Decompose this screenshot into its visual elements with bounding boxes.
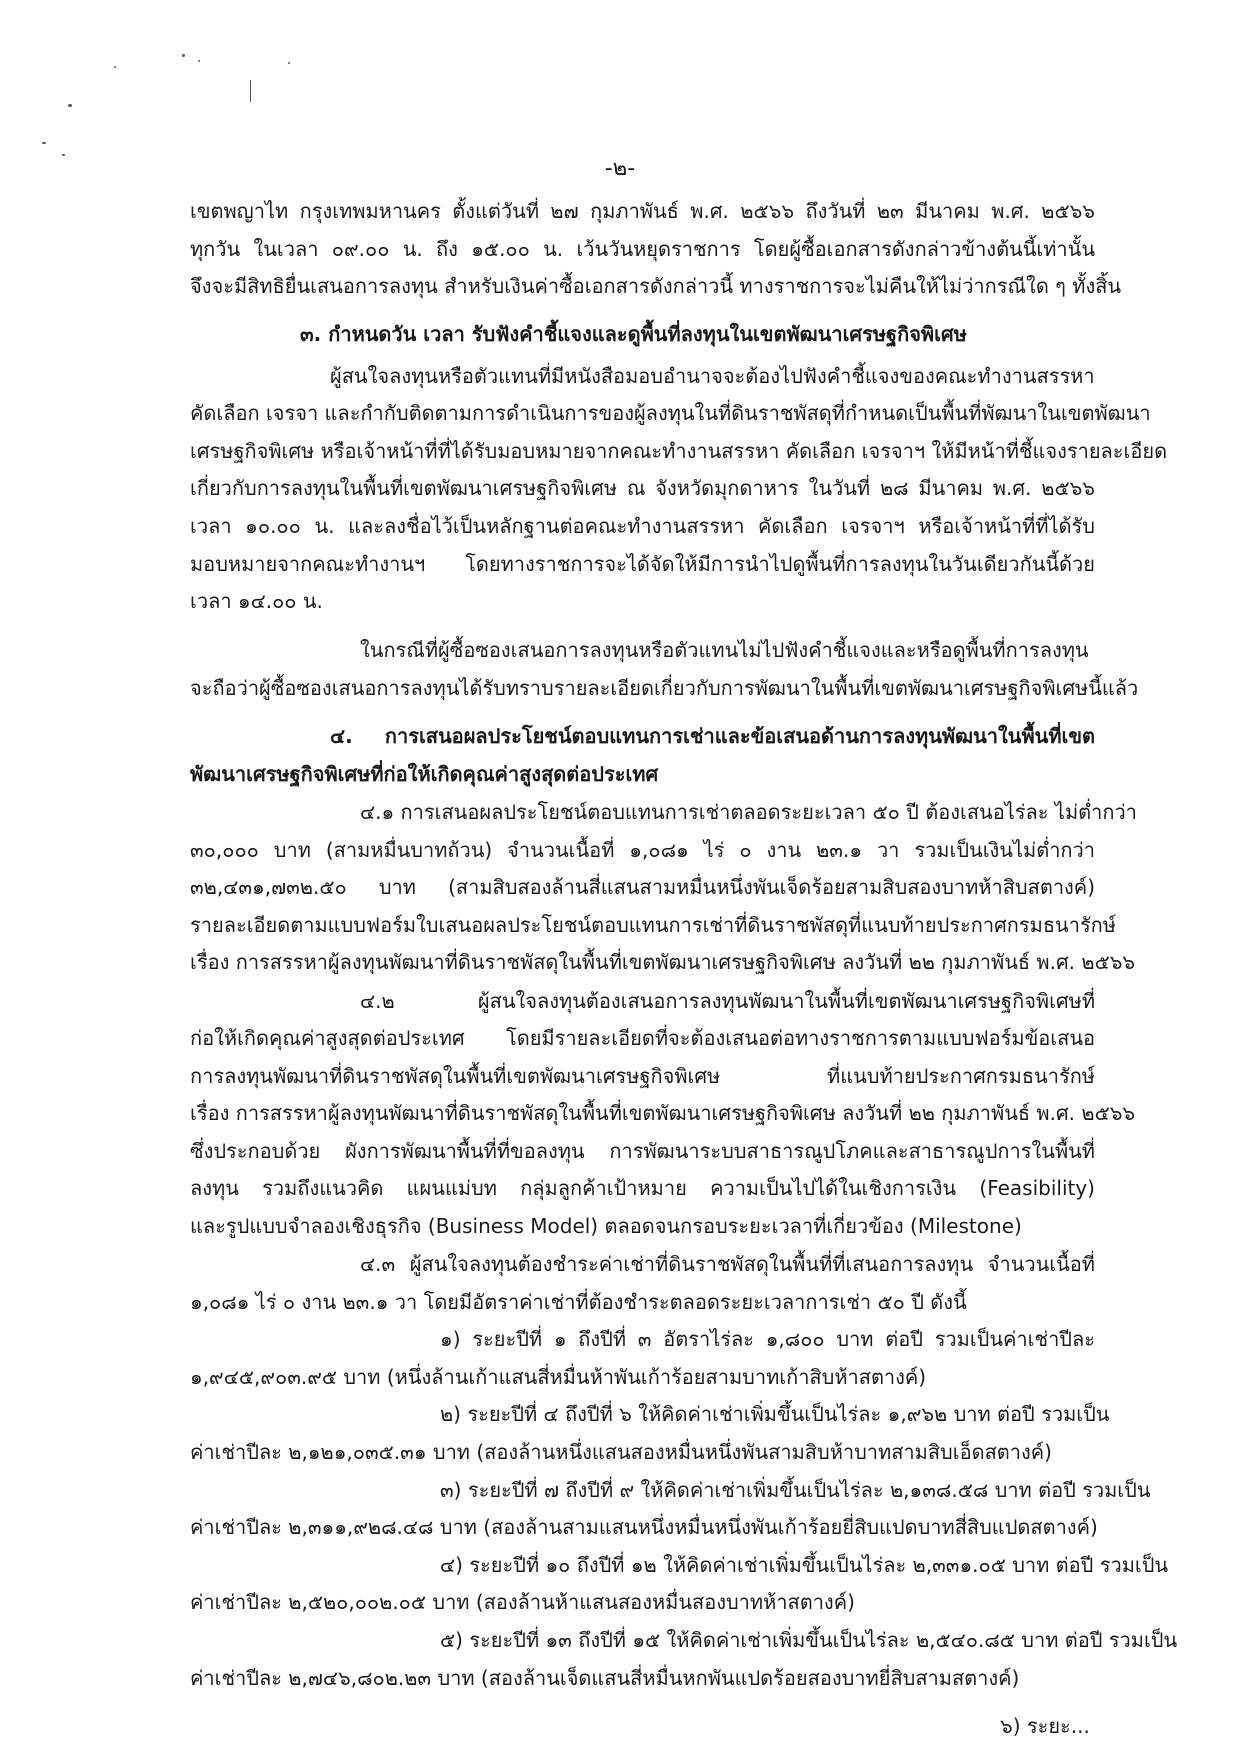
text-line: เรื่อง การสรรหาผู้ลงทุนพัฒนาที่ดินราชพัสดุในพื้นที่เขตพัฒนาเศรษฐกิจพิเศษ ลงวันที่ ๒๒ กุมภาพันธ์ พ.ศ. ๒๕๖๖ [190, 1101, 1136, 1125]
section-heading: ๓. กำหนดวัน เวลา รับฟังคำชี้แจงและดูพื้นที่ลงทุนในเขตพัฒนาเศรษฐกิจพิเศษ [300, 322, 967, 346]
paragraph-first-line: ๔.๑ การเสนอผลประโยชน์ตอบแทนการเช่าตลอดระยะเวลา ๕๐ ปี ต้องเสนอไร่ละ ไม่ต่ำกว่า [360, 800, 1137, 824]
text-line: การลงทุนพัฒนาที่ดินราชพัสดุในพื้นที่เขตพัฒนาเศรษฐกิจพิเศษ ที่แนบท้ายประกาศกรมธนารักษ์ [190, 1064, 1095, 1088]
list-item-first-line: ๔) ระยะปีที่ ๑๐ ถึงปีที่ ๑๒ ให้คิดค่าเช่าเพิ่มขึ้นเป็นไร่ละ ๒,๓๓๑.๐๕ บาท ต่อปี รวมเป็น [440, 1553, 1169, 1577]
text-line: ๓๒,๔๓๑,๗๓๒.๕๐ บาท (สามสิบสองล้านสี่แสนสามหมื่นหนึ่งพันเจ็ดร้อยสามสิบสองบาทห้าสิบสตางค์) [190, 875, 1095, 899]
text-line: ๑,๐๘๑ ไร่ ๐ งาน ๒๓.๑ วา โดยมีอัตราค่าเช่าที่ต้องชำระตลอดระยะเวลาการเช่า ๕๐ ปี ดังนี้ [190, 1290, 967, 1314]
text-line: ค่าเช่าปีละ ๒,๗๔๖,๘๐๒.๒๓ บาท (สองล้านเจ็ดแสนสี่หมื่นหกพันแปดร้อยสองบาทยี่สิบสามสตางค์) [190, 1666, 1020, 1690]
text-line: เวลา ๑๔.๐๐ น. [190, 589, 323, 613]
paragraph-first-line: ๔.๒ ผู้สนใจลงทุนต้องเสนอการลงทุนพัฒนาในพื้นที่เขตพัฒนาเศรษฐกิจพิเศษที่ [360, 989, 1095, 1013]
scan-speck [198, 60, 200, 62]
scan-speck [68, 104, 72, 107]
text-line: ทุกวัน ในเวลา ๐๙.๐๐ น. ถึง ๑๕.๐๐ น. เว้นวันหยุดราชการ โดยผู้ซื้อเอกสารดังกล่าวข้างต้นนี้เท่านั้น [190, 237, 1095, 261]
text-line: เขตพญาไท กรุงเทพมหานคร ตั้งแต่วันที่ ๒๗ กุมภาพันธ์ พ.ศ. ๒๕๖๖ ถึงวันที่ ๒๓ มีนาคม พ.ศ. ๒๕๖๖ [190, 199, 1095, 223]
text-line: เศรษฐกิจพิเศษ หรือเจ้าหน้าที่ที่ได้รับมอบหมายจากคณะทำงานสรรหา คัดเลือก เจรจาฯ ให้มีหน้าที่ชี้แจงรายละเอียด [190, 439, 1168, 463]
list-item-first-line: ๓) ระยะปีที่ ๗ ถึงปีที่ ๙ ให้คิดค่าเช่าเพิ่มขึ้นเป็นไร่ละ ๒,๑๓๘.๕๘ บาท ต่อปี รวมเป็น [440, 1478, 1151, 1502]
text-line: ๓๐,๐๐๐ บาท (สามหมื่นบาทถ้วน) จำนวนเนื้อที่ ๑,๐๘๑ ไร่ ๐ งาน ๒๓.๑ วา รวมเป็นเงินไม่ต่ำกว่า [190, 838, 1095, 862]
scan-speck [62, 154, 65, 156]
text-line: มอบหมายจากคณะทำงานฯ โดยทางราชการจะได้จัดให้มีการนำไปดูพื้นที่การลงทุนในวันเดียวกันนี้ด้วย [190, 552, 1095, 576]
paragraph-first-line: ในกรณีที่ผู้ซื้อซองเสนอการลงทุนหรือตัวแทนไม่ไปฟังคำชี้แจงและหรือดูพื้นที่การลงทุน [360, 638, 1089, 662]
scan-speck [42, 142, 46, 144]
text-line: เรื่อง การสรรหาผู้ลงทุนพัฒนาที่ดินราชพัสดุในพื้นที่เขตพัฒนาเศรษฐกิจพิเศษ ลงวันที่ ๒๒ กุมภาพันธ์ พ.ศ. ๒๕๖๖ [190, 950, 1136, 974]
text-line: เวลา ๑๐.๐๐ น. และลงชื่อไว้เป็นหลักฐานต่อคณะทำงานสรรหา คัดเลือก เจรจาฯ หรือเจ้าหน้าที่ที่ได้รับ [190, 514, 1095, 538]
section-heading: ๔. การเสนอผลประโยชน์ตอบแทนการเช่าและข้อเสนอด้านการลงทุนพัฒนาในพื้นที่เขต [330, 724, 1095, 748]
paragraph-first-line: ๔.๓ ผู้สนใจลงทุนต้องชำระค่าเช่าที่ดินราชพัสดุในพื้นที่ที่เสนอการลงทุน จำนวนเนื้อที่ [360, 1252, 1095, 1276]
page-number: -๒- [604, 156, 636, 181]
list-item-first-line: ๕) ระยะปีที่ ๑๓ ถึงปีที่ ๑๕ ให้คิดค่าเช่าเพิ่มขึ้นเป็นไร่ละ ๒,๕๔๐.๘๕ บาท ต่อปี รวมเป็น [440, 1628, 1178, 1652]
text-line: ค่าเช่าปีละ ๒,๓๑๑,๙๒๘.๔๘ บาท (สองล้านสามแสนหนึ่งหมื่นหนึ่งพันเก้าร้อยยี่สิบแปดบาทสี่สิบแปดสตางค์) [190, 1515, 1098, 1539]
text-line: ๑,๙๔๕,๙๐๓.๙๕ บาท (หนึ่งล้านเก้าแสนสี่หมื่นห้าพันเก้าร้อยสามบาทเก้าสิบห้าสตางค์) [190, 1365, 927, 1389]
text-line: ลงทุน รวมถึงแนวคิด แผนแม่บท กลุ่มลูกค้าเป้าหมาย ความเป็นไปได้ในเชิงการเงิน (Feasibility) [190, 1176, 1095, 1200]
list-item-first-line: ๑) ระยะปีที่ ๑ ถึงปีที่ ๓ อัตราไร่ละ ๑,๘๐๐ บาท ต่อปี รวมเป็นค่าเช่าปีละ [440, 1327, 1095, 1351]
text-line: เกี่ยวกับการลงทุนในพื้นที่เขตพัฒนาเศรษฐกิจพิเศษ ณ จังหวัดมุกดาหาร ในวันที่ ๒๘ มีนาคม พ.ศ. ๒๕๖๖ [190, 476, 1095, 500]
text-line: และรูปแบบจำลองเชิงธุรกิจ (Business Model) ตลอดจนกรอบระยะเวลาที่เกี่ยวข้อง (Milestone) [190, 1214, 1022, 1238]
paragraph-first-line: ผู้สนใจลงทุนหรือตัวแทนที่มีหนังสือมอบอำนาจจะต้องไปฟังคำชี้แจงของคณะทำงานสรรหา [330, 364, 1095, 388]
text-line: คัดเลือก เจรจา และกำกับติดตามการดำเนินการของผู้ลงทุนในที่ดินราชพัสดุที่กำหนดเป็นพื้นที่พัฒนาในเขตพัฒนา [190, 401, 1151, 425]
scan-speck [182, 54, 185, 57]
text-line: ก่อให้เกิดคุณค่าสูงสุดต่อประเทศ โดยมีรายละเอียดที่จะต้องเสนอต่อทางราชการตามแบบฟอร์มข้อเสนอ [190, 1026, 1095, 1050]
text-line: จะถือว่าผู้ซื้อซองเสนอการลงทุนได้รับทราบรายละเอียดเกี่ยวกับการพัฒนาในพื้นที่เขตพัฒนาเศรษฐกิจพิเศษนี้แล้ว [190, 676, 1139, 700]
text-line: ซึ่งประกอบด้วย ผังการพัฒนาพื้นที่ที่ขอลงทุน การพัฒนาระบบสาธารณูปโภคและสาธารณูปการในพื้นที่ [190, 1139, 1095, 1163]
continuation-marker: ๖) ระยะ... [1000, 1714, 1090, 1738]
text-line: รายละเอียดตามแบบฟอร์มใบเสนอผลประโยชน์ตอบแทนการเช่าที่ดินราชพัสดุที่แนบท้ายประกาศกรมธนารักษ์ [190, 913, 1116, 937]
scan-speck [288, 62, 290, 64]
text-line: ค่าเช่าปีละ ๒,๕๒๐,๐๐๒.๐๕ บาท (สองล้านห้าแสนสองหมื่นสองบาทห้าสตางค์) [190, 1590, 855, 1614]
text-line: จึงจะมีสิทธิยื่นเสนอการลงทุน สำหรับเงินค่าซื้อเอกสารดังกล่าวนี้ ทางราชการจะไม่คืนให้ไม่ว่ากรณีใด ๆ ทั้งสิ้น [190, 274, 1122, 298]
scan-speck [250, 80, 251, 102]
list-item-first-line: ๒) ระยะปีที่ ๔ ถึงปีที่ ๖ ให้คิดค่าเช่าเพิ่มขึ้นเป็นไร่ละ ๑,๙๖๒ บาท ต่อปี รวมเป็น [440, 1402, 1110, 1426]
section-heading-cont: พัฒนาเศรษฐกิจพิเศษที่ก่อให้เกิดคุณค่าสูงสุดต่อประเทศ [190, 762, 659, 786]
scan-speck [114, 66, 116, 68]
text-line: ค่าเช่าปีละ ๒,๑๒๑,๐๓๕.๓๑ บาท (สองล้านหนึ่งแสนสองหมื่นหนึ่งพันสามสิบห้าบาทสามสิบเอ็ดสตางค์) [190, 1440, 1052, 1464]
